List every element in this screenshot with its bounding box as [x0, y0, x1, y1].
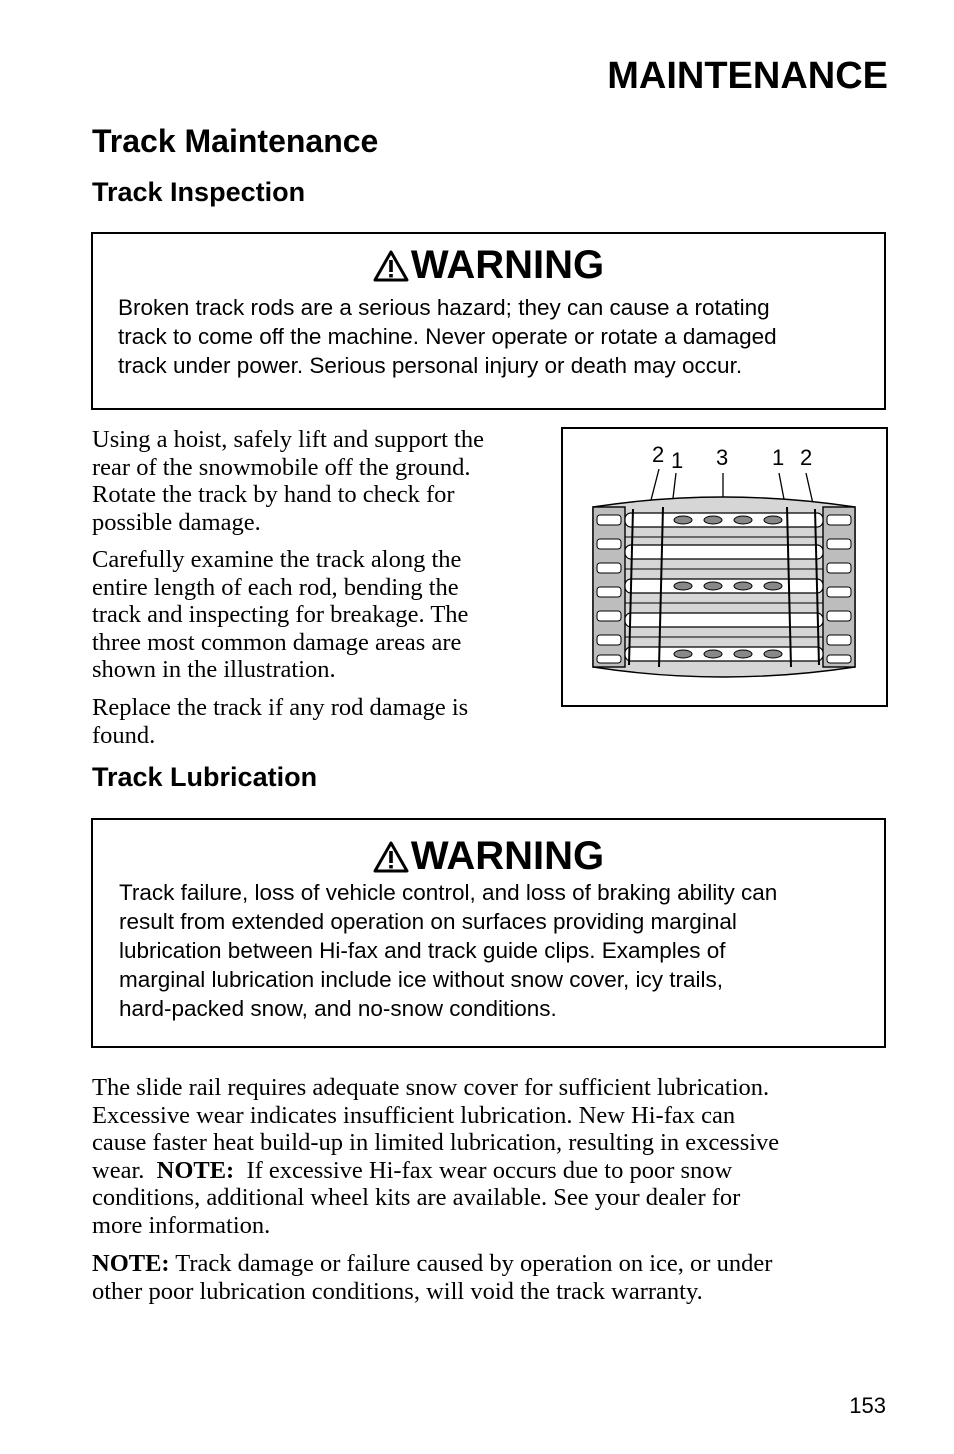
warning-triangle-icon — [373, 250, 409, 282]
lubrication-paragraph-2: NOTE: Track damage or failure caused by operation on ice, or under other poor lubrication conditions, will void the track warranty. — [92, 1250, 773, 1305]
note-label: NOTE: — [92, 1250, 170, 1277]
lubrication-paragraph-1: The slide rail requires adequate snow cover for sufficient lubrication. Excessive wear indicates insufficient lubrication. New Hi-fax can cause faster heat build-up in limited lubrication, resulting in excessive wear. NOTE: If excessive Hi-fax wear occurs due to poor snow conditions, additional wheel kits are available. See your dealer for more information. — [92, 1074, 780, 1239]
inspection-paragraph-3: Replace the track if any rod damage is found. — [92, 694, 469, 749]
page-title: Track Maintenance — [92, 123, 379, 159]
track-illustration-svg — [563, 429, 886, 705]
section-header: MAINTENANCE — [607, 55, 888, 97]
figure-label-2-left: 2 — [652, 442, 665, 467]
note-label: NOTE: — [156, 1156, 235, 1184]
figure-label-3: 3 — [716, 445, 729, 470]
track-lubrication-heading: Track Lubrication — [92, 762, 318, 792]
lubrication-warning-title: WARNING — [93, 834, 884, 878]
figure-label-2-right: 2 — [800, 445, 813, 470]
inspection-paragraph-2: Carefully examine the track along the entire length of each rod, bending the track and inspecting for breakage. The three most common damage areas are shown in the illustration. — [92, 546, 469, 683]
figure-label-1-left: 1 — [671, 448, 684, 473]
inspection-paragraph-1: Using a hoist, safely lift and support the rear of the snowmobile off the ground. Rotate the track by hand to check for possible damage. — [92, 426, 484, 536]
lubrication-warning-text: Track failure, loss of vehicle control, and loss of braking ability can result from extended operation on surfaces providing marginal lubrication between Hi-fax and track guide clips. Examples of marginal lubrication include ice without snow cover, icy trails, hard-packed snow, and no-snow conditions. — [119, 880, 778, 1021]
track-damage-illustration — [561, 427, 888, 707]
page-number: 153 — [849, 1393, 886, 1418]
inspection-warning-box — [91, 232, 886, 410]
track-inspection-heading: Track Inspection — [92, 177, 306, 207]
inspection-warning-text: Broken track rods are a serious hazard; they can cause a rotating track to come off the machine. Never operate or rotate a damaged track under power. Serious personal injury or death may occur. — [118, 295, 777, 378]
inspection-warning-title: WARNING — [93, 243, 884, 287]
figure-label-1-right: 1 — [772, 445, 785, 470]
lubrication-warning-box — [91, 818, 886, 1048]
warning-triangle-icon — [373, 841, 409, 873]
